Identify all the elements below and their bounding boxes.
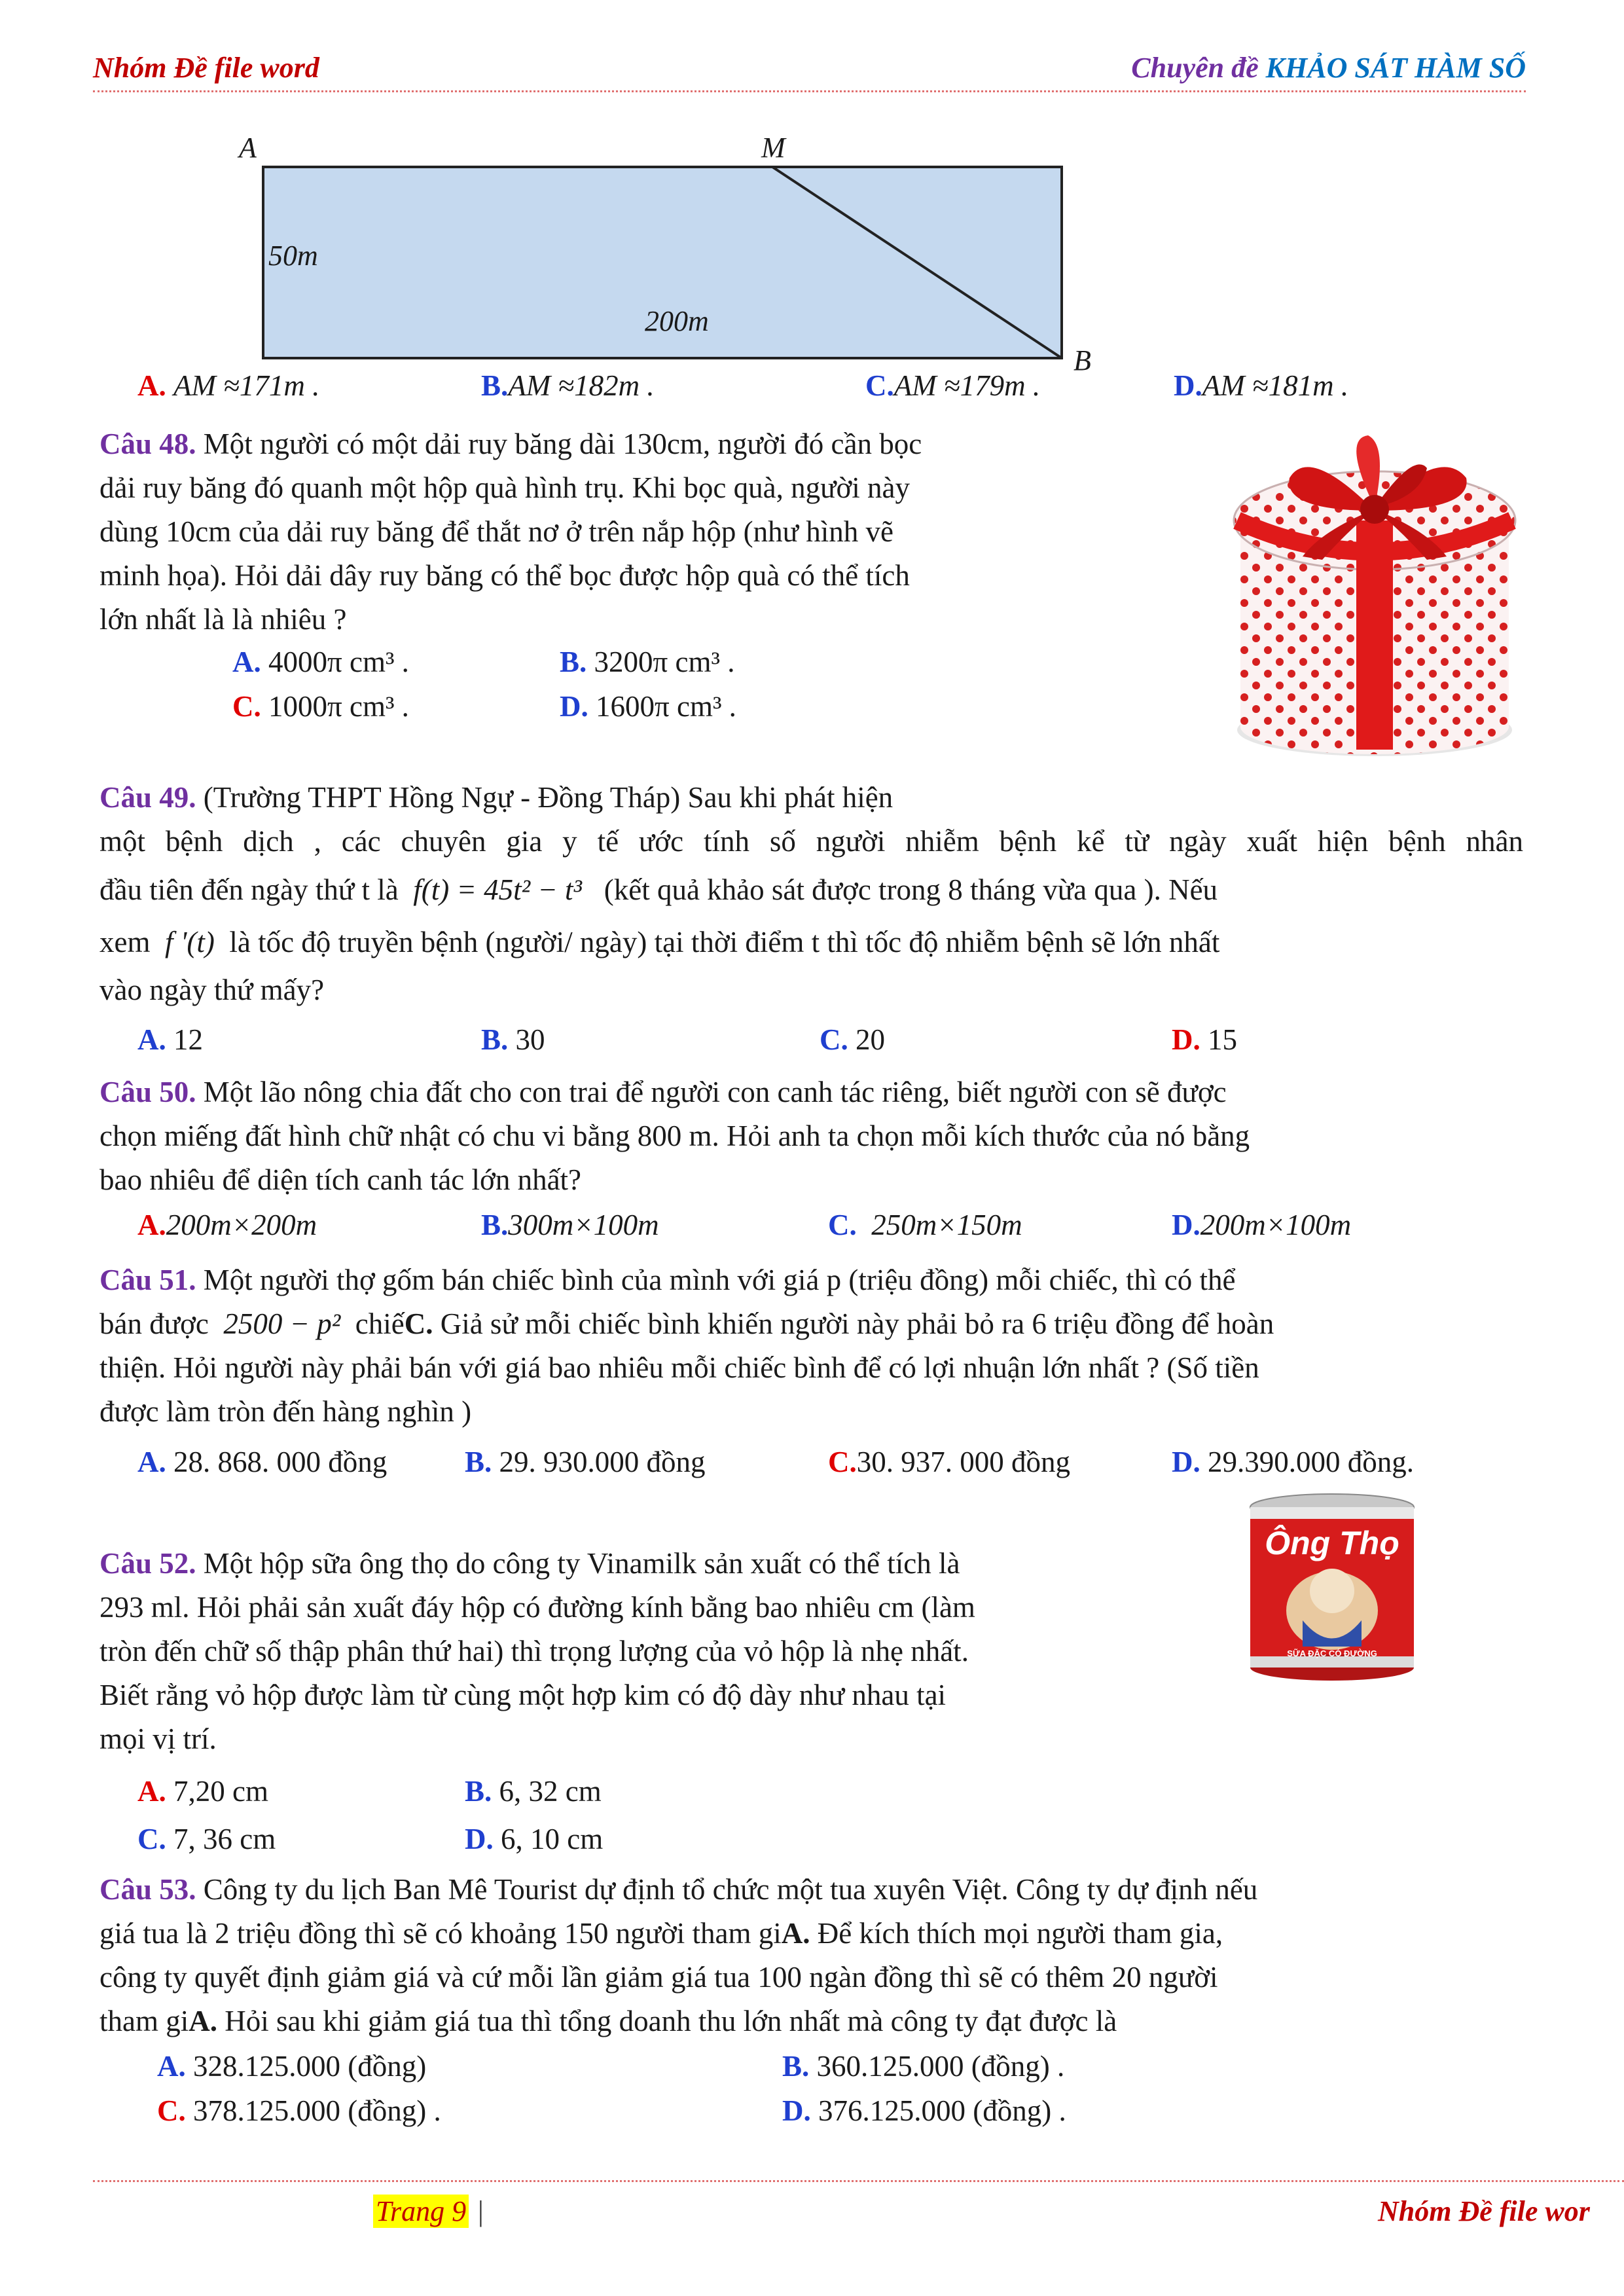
q49-option-a[interactable]: A. 12: [137, 1023, 203, 1056]
label-50m: 50m: [268, 240, 318, 272]
footer-separator: |: [478, 2195, 484, 2227]
header-prefix: Chuyên đề: [1131, 52, 1259, 84]
q52-stem: Câu 52. Một hộp sữa ông thọ do công ty Vinamilk sản xuất có thể tích là 293 ml. Hỏi phải sản xuất đáy hộp có đường kính bằng bao nhiêu cm (làm tròn đến chữ số thập phân thứ hai) thì trọng lượng của vỏ hộp là nhẹ nhất. Biết rằng vỏ hộp được làm từ cùng một hợp kim có độ dày như nhau tại mọi vị trí.: [99, 1547, 975, 1755]
header-rule: [93, 90, 1526, 92]
footer-rule: [93, 2180, 1624, 2182]
milk-can-image: [1240, 1493, 1424, 1683]
q51-option-d[interactable]: D. 29.390.000 đồng.: [1172, 1446, 1414, 1478]
q51-stem: Câu 51. Một người thợ gốm bán chiếc bình của mình với giá p (triệu đồng) mỗi chiếc, thì có thể bán được 2500 − p² chiếC. Giả sử mỗi chiếc bình khiến người này phải bỏ ra 6 triệu đồng để hoàn thiện. Hỏi người này phải bán với giá bao nhiêu mỗi chiếc bình để có lợi nhuận lớn nhất ? (Số tiền được làm tròn đến hàng nghìn ): [99, 1264, 1274, 1428]
header-left: Nhóm Đề file word: [93, 52, 319, 84]
q50-stem: Câu 50. Một lão nông chia đất cho con trai để người con canh tác riêng, biết người con sẽ được chọn miếng đất hình chữ nhật có chu vi bằng 800 m. Hỏi anh ta chọn mỗi kích thước của nó bằng bao nhiêu để diện tích canh tác lớn nhất?: [99, 1076, 1250, 1196]
q51-option-a[interactable]: A. 28. 868. 000 đồng: [137, 1446, 388, 1478]
page-number: Trang 9: [373, 2195, 469, 2228]
q50-option-c[interactable]: C. 250m×150m: [828, 1209, 1022, 1241]
q48-option-b[interactable]: B. 3200π cm³ .: [560, 646, 735, 678]
q48-label: Câu 48.: [99, 428, 196, 460]
q53-option-a[interactable]: A. 328.125.000 (đồng): [157, 2050, 427, 2083]
label-200m: 200m: [645, 305, 709, 337]
q52-option-d[interactable]: D. 6, 10 cm: [465, 1823, 604, 1855]
q52-option-c[interactable]: C. 7, 36 cm: [137, 1823, 276, 1855]
q53-option-b[interactable]: B. 360.125.000 (đồng) .: [782, 2050, 1065, 2083]
q50-option-d[interactable]: D.200m×100m: [1172, 1209, 1352, 1241]
q48-option-d[interactable]: D. 1600π cm³ .: [560, 690, 736, 723]
label-m: M: [761, 132, 785, 164]
q50-option-b[interactable]: B.300m×100m: [481, 1209, 659, 1241]
q53-option-c[interactable]: C. 378.125.000 (đồng) .: [157, 2094, 441, 2127]
header-topic: KHẢO SÁT HÀM SỐ: [1265, 52, 1526, 84]
q53-stem: Câu 53. Công ty du lịch Ban Mê Tourist dự định tổ chức một tua xuyên Việt. Công ty dự định nếu giá tua là 2 triệu đồng thì sẽ có khoảng 150 người tham giA. Để kích thích mọi người tham gia, công ty quyết định giảm giá và cứ mỗi lần giảm giá tua 100 ngàn đồng thì sẽ có thêm 20 người tham giA. Hỏi sau khi giảm giá tua thì tổng doanh thu lớn nhất mà công ty đạt được là: [99, 1873, 1258, 2037]
footer-right: Nhóm Đề file wor: [1378, 2195, 1590, 2227]
q51-demand: 2500 − p²: [223, 1307, 341, 1340]
q49-option-c[interactable]: C. 20: [820, 1023, 885, 1056]
q47-option-b[interactable]: B.AM ≈182m .: [481, 369, 655, 402]
gift-box-image: [1191, 432, 1558, 759]
q48-option-a[interactable]: A. 4000π cm³ .: [232, 646, 409, 678]
q50-label: Câu 50.: [99, 1076, 196, 1108]
label-b: B: [1074, 344, 1091, 376]
q49-option-d[interactable]: D. 15: [1172, 1023, 1237, 1056]
header-right: [1131, 51, 1526, 84]
q47-option-d[interactable]: D.AM ≈181m .: [1174, 369, 1349, 402]
q52-label: Câu 52.: [99, 1547, 196, 1580]
q51-option-c[interactable]: C.30. 937. 000 đồng: [828, 1446, 1070, 1478]
q51-option-b[interactable]: B. 29. 930.000 đồng: [465, 1446, 706, 1478]
q53-option-d[interactable]: D. 376.125.000 (đồng) .: [782, 2094, 1066, 2127]
q47-option-a[interactable]: A. AM ≈171m .: [137, 369, 320, 402]
q47-option-c[interactable]: C.AM ≈179m .: [865, 369, 1041, 402]
q50-option-a[interactable]: A.200m×200m: [137, 1209, 317, 1241]
q52-option-b[interactable]: B. 6, 32 cm: [465, 1775, 602, 1808]
can-brand: Ông Thọ: [1265, 1525, 1399, 1561]
q49-label: Câu 49.: [99, 781, 196, 814]
can-subtitle: SỮA ĐẶC CÓ ĐƯỜNG: [1287, 1649, 1377, 1658]
q52-option-a[interactable]: A. 7,20 cm: [137, 1775, 268, 1808]
q49-derivative: f '(t): [164, 926, 215, 958]
label-a: A: [239, 132, 257, 164]
q53-label: Câu 53.: [99, 1873, 196, 1906]
q48-option-c[interactable]: C. 1000π cm³ .: [232, 690, 409, 723]
q49-function: f(t) = 45t² − t³: [413, 873, 582, 906]
q48-stem: Câu 48. Một người có một dải ruy băng dài 130cm, người đó cần bọc dải ruy băng đó quanh một hộp quà hình trụ. Khi bọc quà, người này dùng 10cm của dải ruy băng để thắt nơ ở trên nắp hộp (như hình vẽ minh họa). Hỏi dải dây ruy băng có thể bọc được hộp quà có thể tích lớn nhất là là nhiêu ?: [99, 428, 922, 636]
q49-option-b[interactable]: B. 30: [481, 1023, 545, 1056]
q51-label: Câu 51.: [99, 1264, 196, 1296]
q49-stem: Câu 49. (Trường THPT Hồng Ngự - Đồng Tháp) Sau khi phát hiện một bệnh dịch , các chuyên gia y tế ước tính số người nhiễm bệnh kể từ ngày xuất hiện bệnh nhân đầu tiên đến ngày thứ t là f(t) = 45t² − t³ (kết quả khảo sát được trong 8 tháng vừa qua ). Nếu xem f '(t) là tốc độ truyền bệnh (người/ ngày) tại thời điểm t thì tốc độ nhiễm bệnh sẽ lớn nhất vào ngày thứ mấy?: [99, 781, 1523, 1006]
